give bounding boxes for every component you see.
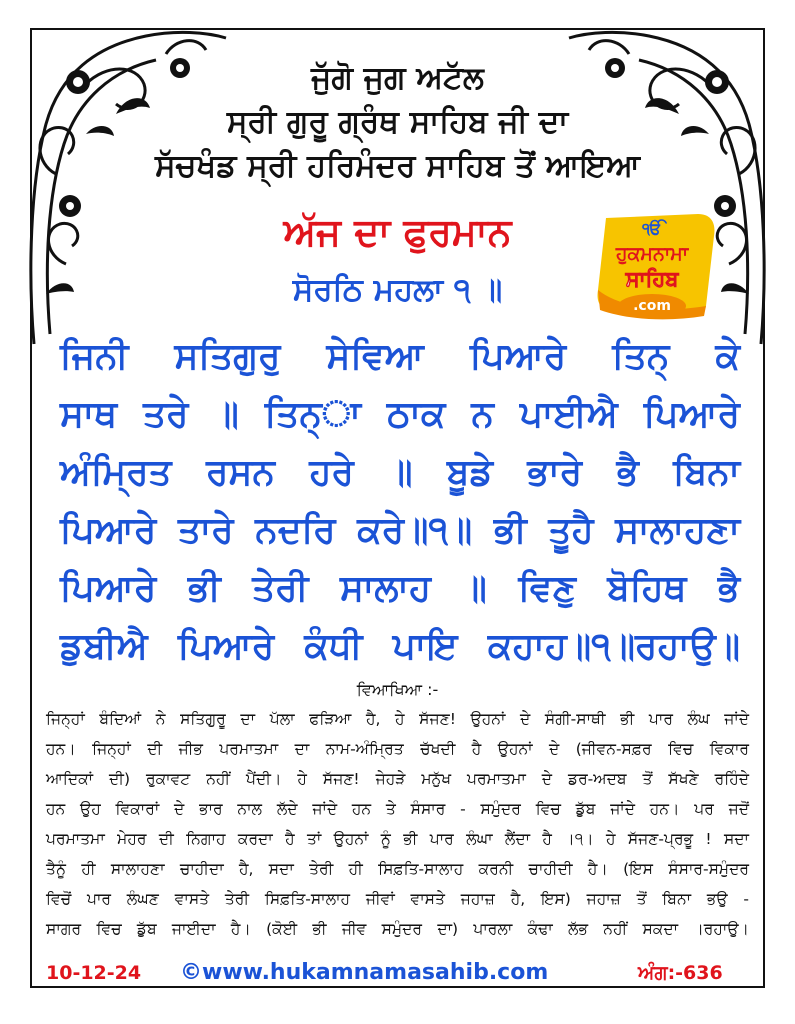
verse-line: ਪਿਆਰੇ ਭੀ ਤੇਰੀ ਸਾਲਾਹ ॥ ਵਿਣੁ ਬੋਹਿਥ ਭੈ bbox=[60, 568, 740, 609]
explanation-line: ਵਿਚੋਂ ਪਾਰ ਲੰਘਣ ਵਾਸਤੇ ਤੇਰੀ ਸਿਫ਼ਤਿ-ਸਾਲਾਹ ਜੀਵਾਂ ਵਾਸਤੇ ਜਹਾਜ਼ ਹੈ, ਇਸ) ਜਹਾਜ਼ ਤੋਂ ਬਿਨਾ ਭਉ - bbox=[46, 890, 749, 908]
footer-website-link[interactable]: ©www.hukamnamasahib.com bbox=[180, 960, 549, 985]
explanation-line: ਸਾਗਰ ਵਿਚ ਡੁੱਬ ਜਾਈਦਾ ਹੈ। (ਕੋਈ ਭੀ ਜੀਵ ਸਮੁੰਦਰ ਦਾ) ਪਾਰਲਾ ਕੰਢਾ ਲੱਭ ਨਹੀਂ ਸਕਦਾ ।ਰਹਾਉ। bbox=[46, 920, 749, 938]
logo-line-3: .com bbox=[633, 298, 671, 314]
explanation-block bbox=[46, 704, 749, 944]
hukamnama-sahib-logo bbox=[588, 210, 718, 320]
header-line-1: ਜੁੱਗੋ ਜੁਗ ਅਟੱਲ bbox=[311, 60, 484, 96]
verse-line: ਪਿਆਰੇ ਤਾਰੇ ਨਦਰਿ ਕਰੇ॥੧॥ ਭੀ ਤੂਹੈ ਸਾਲਾਹਣਾ bbox=[60, 510, 740, 551]
explanation-line: ਆਦਿਕਾਂ ਦੀ) ਰੁਕਾਵਟ ਨਹੀਂ ਪੈਂਦੀ। ਹੇ ਸੱਜਣ! ਜੇਹੜੇ ਮਨੁੱਖ ਪਰਮਾਤਮਾ ਦੇ ਡਰ-ਅਦਬ ਤੋਂ ਸੱਖਣੇ ਰਹਿੰਦੇ bbox=[46, 770, 749, 788]
verse-line: ਡੁਬੀਐ ਪਿਆਰੇ ਕੰਧੀ ਪਾਇ ਕਹਾਹ॥੧॥ਰਹਾਉ॥ bbox=[60, 626, 740, 667]
verse-heading: ਸੋਰਠਿ ਮਹਲਾ ੧ ॥ bbox=[292, 272, 503, 308]
logo-line-2: ਸਾਹਿਬ bbox=[625, 267, 679, 291]
explanation-line: ਜਿਨ੍ਹਾਂ ਬੰਦਿਆਂ ਨੇ ਸਤਿਗੁਰੂ ਦਾ ਪੱਲਾ ਫੜਿਆ ਹੈ, ਹੇ ਸੱਜਣ! ਉਹਨਾਂ ਦੇ ਸੰਗੀ-ਸਾਥੀ ਭੀ ਪਾਰ ਲੰਘ ਜਾਂਦੇ bbox=[46, 710, 749, 728]
verse-line: ਜਿਨੀ ਸਤਿਗੁਰੁ ਸੇਵਿਆ ਪਿਆਰੇ ਤਿਨ੍ ਕੇ bbox=[60, 336, 740, 377]
verse-line: ਸਾਥ ਤਰੇ ॥ ਤਿਨ੍ਾ ਠਾਕ ਨ ਪਾਈਐ ਪਿਆਰੇ bbox=[60, 394, 740, 435]
footer-ang: ਅੰਗ:-636 bbox=[638, 962, 723, 984]
header-line-2: ਸ੍ਰੀ ਗੁਰੂ ਗ੍ਰੰਥ ਸਾਹਿਬ ਜੀ ਦਾ bbox=[226, 104, 569, 140]
explanation-line: ਪਰਮਾਤਮਾ ਮੇਹਰ ਦੀ ਨਿਗਾਹ ਕਰਦਾ ਹੈ ਤਾਂ ਉਹਨਾਂ ਨੂੰ ਭੀ ਪਾਰ ਲੰਘਾ ਲੈਂਦਾ ਹੈ ।੧। ਹੇ ਸੱਜਣ-ਪ੍ਰਭੂ ! ਸਦਾ bbox=[46, 830, 749, 848]
page-title: ਅੱਜ ਦਾ ਫੁਰਮਾਨ bbox=[283, 210, 512, 254]
logo-symbol: ੴ bbox=[642, 219, 662, 238]
header-line-3: ਸੱਚਖੰਡ ਸ੍ਰੀ ਹਰਿਮੰਦਰ ਸਾਹਿਬ ਤੋਂ ਆਇਆ bbox=[155, 148, 640, 184]
explanation-line: ਹਨ। ਜਿਨ੍ਹਾਂ ਦੀ ਜੀਭ ਪਰਮਾਤਮਾ ਦਾ ਨਾਮ-ਅੰਮ੍ਰਿਤ ਚੱਖਦੀ ਹੈ ਉਹਨਾਂ ਦੇ (ਜੀਵਨ-ਸਫ਼ਰ ਵਿਚ ਵਿਕਾਰ bbox=[46, 740, 749, 758]
explanation-line: ਹਨ ਉਹ ਵਿਕਾਰਾਂ ਦੇ ਭਾਰ ਨਾਲ ਲੱਦੇ ਜਾਂਦੇ ਹਨ ਤੇ ਸੰਸਾਰ - ਸਮੁੰਦਰ ਵਿਚ ਡੁੱਬ ਜਾਂਦੇ ਹਨ। ਪਰ ਜਦੋਂ bbox=[46, 800, 749, 818]
explanation-line: ਤੈਨੂੰ ਹੀ ਸਾਲਾਹਣਾ ਚਾਹੀਦਾ ਹੈ, ਸਦਾ ਤੇਰੀ ਹੀ ਸਿਫ਼ਤਿ-ਸਾਲਾਹ ਕਰਨੀ ਚਾਹੀਦੀ ਹੈ। (ਇਸ ਸੰਸਾਰ-ਸਮੁੰਦਰ bbox=[46, 860, 749, 878]
verse-block bbox=[60, 328, 740, 676]
verse-line: ਅੰਮ੍ਰਿਤ ਰਸਨ ਹਰੇ ॥ ਬੂਡੇ ਭਾਰੇ ਭੈ ਬਿਨਾ bbox=[60, 452, 740, 493]
footer-date: 10-12-24 bbox=[46, 962, 142, 984]
explanation-label: ਵਿਆਖਿਆ :- bbox=[356, 680, 439, 699]
logo-line-1: ਹੁਕਮਨਾਮਾ bbox=[615, 243, 689, 265]
